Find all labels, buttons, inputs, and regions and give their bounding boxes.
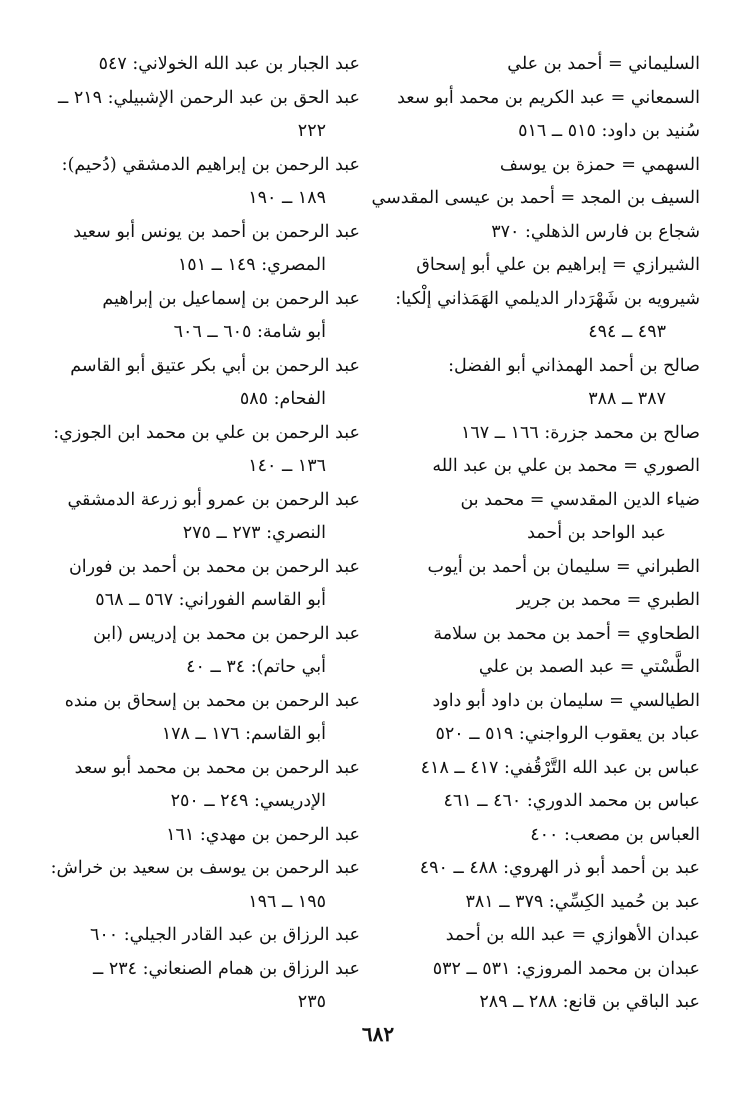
index-entry-text: عباد بن يعقوب الرواجني: ٥١٩ ــ ٥٢٠ xyxy=(435,724,700,744)
index-entry xyxy=(22,216,360,283)
index-entry-text: عبد الباقي بن قانع: ٢٨٨ ــ ٢٨٩ xyxy=(479,992,700,1012)
index-entry-text: السيف بن المجد = أحمد بن عيسى المقدسي xyxy=(371,188,700,208)
index-entry-continuation: أبي حاتم): ٣٤ ــ ٤٠ xyxy=(186,657,326,677)
index-entry xyxy=(370,551,700,585)
index-column-right xyxy=(370,48,700,1020)
index-entry xyxy=(22,919,360,953)
index-entry xyxy=(370,417,700,451)
index-entry-text: عباس بن عبد الله التَّرْقُفي: ٤١٧ ــ ٤١٨ xyxy=(420,757,700,778)
index-entry xyxy=(370,283,700,350)
index-entry-text: عبد بن حُميد الكِسِّي: ٣٧٩ ــ ٣٨١ xyxy=(465,891,700,912)
index-entry xyxy=(22,752,360,819)
index-entry xyxy=(22,685,360,752)
index-entry xyxy=(22,484,360,551)
index-entry-text: شجاع بن فارس الذهلي: ٣٧٠ xyxy=(491,221,700,242)
index-entry-text: عبد الرحمن بن عمرو أبو زرعة الدمشقي xyxy=(67,489,360,510)
index-entry xyxy=(370,752,700,786)
index-entry xyxy=(22,852,360,919)
index-entry-text: عبد الجبار بن عبد الله الخولاني: ٥٤٧ xyxy=(98,54,360,74)
index-entry-continuation: ١٣٦ ــ ١٤٠ xyxy=(248,456,326,476)
index-entry xyxy=(22,149,360,216)
index-entry xyxy=(370,149,700,183)
index-entry xyxy=(22,48,360,82)
index-entry-continuation: النصري: ٢٧٣ ــ ٢٧٥ xyxy=(182,523,326,543)
index-entry-text: عبد الرحمن بن محمد بن محمد أبو سعد xyxy=(74,757,360,778)
index-entry-continuation: ٢٣٥ xyxy=(297,992,326,1012)
index-entry xyxy=(370,48,700,82)
index-entry-text: الطيالسي = سليمان بن داود أبو داود xyxy=(432,690,700,711)
index-column-left xyxy=(22,48,360,1020)
index-entry xyxy=(370,115,700,149)
index-entry-text: صالح بن أحمد الهمذاني أبو الفضل: xyxy=(448,355,700,376)
index-entry-continuation: عبد الواحد بن أحمد xyxy=(527,523,666,543)
index-entry-text: عبد الرحمن بن يوسف بن سعيد بن خراش: xyxy=(50,858,360,878)
index-entry xyxy=(370,82,700,116)
index-entry-text: صالح بن محمد جزرة: ١٦٦ ــ ١٦٧ xyxy=(460,422,700,443)
index-entry-continuation: أبو القاسم: ١٧٦ ــ ١٧٨ xyxy=(161,724,326,744)
index-entry-continuation: ١٩٥ ــ ١٩٦ xyxy=(248,891,326,912)
index-entry-text: شيرويه بن شَهْرَدار الديلمي الهَمَذاني إلْكيا: xyxy=(395,288,700,309)
index-entry xyxy=(370,584,700,618)
index-entry xyxy=(370,651,700,685)
index-entry-text: عبد الرحمن بن مهدي: ١٦١ xyxy=(166,824,360,845)
index-entry xyxy=(370,216,700,250)
index-entry-text: عبد الرحمن بن محمد بن أحمد بن فوران xyxy=(68,556,360,577)
index-entry xyxy=(370,249,700,283)
index-entry-text: عبد الرحمن بن أحمد بن يونس أبو سعيد xyxy=(73,221,360,242)
index-entry xyxy=(370,350,700,417)
index-entry xyxy=(22,819,360,853)
index-entry xyxy=(22,953,360,1020)
index-entry-continuation: ١٨٩ ــ ١٩٠ xyxy=(248,188,326,208)
index-entry-text: الطبري = محمد بن جرير xyxy=(516,590,700,610)
index-entry xyxy=(22,551,360,618)
index-entry-text: عبدان الأهوازي = عبد الله بن أحمد xyxy=(445,925,700,945)
index-entry-text: الطَّسْتي = عبد الصمد بن علي xyxy=(478,657,700,677)
index-entry xyxy=(22,417,360,484)
index-entry xyxy=(370,182,700,216)
index-entry xyxy=(370,718,700,752)
index-entry-continuation: الإدريسي: ٢٤٩ ــ ٢٥٠ xyxy=(170,791,326,811)
index-entry xyxy=(370,685,700,719)
index-entry-text: عبد الرزاق بن عبد القادر الجيلي: ٦٠٠ xyxy=(90,925,360,945)
index-entry-continuation: المصري: ١٤٩ ــ ١٥١ xyxy=(177,255,326,275)
index-entry-text: سُنيد بن داود: ٥١٥ ــ ٥١٦ xyxy=(518,121,700,141)
index-entry-text: عبد الرزاق بن همام الصنعاني: ٢٣٤ ــ xyxy=(93,958,360,979)
index-entry-text: الطبراني = سليمان بن أحمد بن أيوب xyxy=(427,556,700,577)
index-entry-text: السمعاني = عبد الكريم بن محمد أبو سعد xyxy=(397,87,700,108)
index-entry-continuation: ٤٩٣ ــ ٤٩٤ xyxy=(588,322,666,342)
index-entry xyxy=(370,953,700,987)
index-entry xyxy=(370,819,700,853)
index-entry-continuation: أبو شامة: ٦٠٥ ــ ٦٠٦ xyxy=(173,322,326,342)
index-entry xyxy=(370,450,700,484)
index-entry-continuation: أبو القاسم الفوراني: ٥٦٧ ــ ٥٦٨ xyxy=(95,590,326,610)
index-entry xyxy=(370,618,700,652)
index-entry xyxy=(22,350,360,417)
index-entry xyxy=(370,986,700,1020)
index-entry xyxy=(370,919,700,953)
index-entry-text: عبد الرحمن بن علي بن محمد ابن الجوزي: xyxy=(53,422,360,443)
index-entry-text: عبد الرحمن بن إسماعيل بن إبراهيم xyxy=(102,288,360,309)
index-entry-text: ضياء الدين المقدسي = محمد بن xyxy=(460,489,700,510)
index-entry-text: عباس بن محمد الدوري: ٤٦٠ ــ ٤٦١ xyxy=(443,791,700,811)
page-number: ٦٨٢ xyxy=(361,1022,395,1046)
index-entry xyxy=(370,852,700,886)
index-entry-continuation: ٣٨٧ ــ ٣٨٨ xyxy=(588,389,666,409)
index-entry-text: عبد الحق بن عبد الرحمن الإشبيلي: ٢١٩ ــ xyxy=(58,87,360,108)
index-entry-text: عبد الرحمن بن محمد بن إسحاق بن منده xyxy=(64,690,360,711)
index-entry-text: السليماني = أحمد بن علي xyxy=(507,54,700,74)
index-entry-text: عبدان بن محمد المروزي: ٥٣١ ــ ٥٣٢ xyxy=(432,958,700,979)
index-entry-text: عبد الرحمن بن إبراهيم الدمشقي (دُحيم): xyxy=(61,154,360,175)
index-entry xyxy=(370,484,700,551)
index-entry xyxy=(370,886,700,920)
index-entry-text: عبد بن أحمد أبو ذر الهروي: ٤٨٨ ــ ٤٩٠ xyxy=(419,858,700,878)
index-entry-continuation: ٢٢٢ xyxy=(297,121,326,141)
index-entry-text: العباس بن مصعب: ٤٠٠ xyxy=(530,824,700,845)
index-entry xyxy=(22,618,360,685)
index-entry xyxy=(370,785,700,819)
index-entry-text: الطحاوي = أحمد بن محمد بن سلامة xyxy=(433,623,700,644)
index-entry xyxy=(22,82,360,149)
index-entry-text: عبد الرحمن بن أبي بكر عتيق أبو القاسم xyxy=(70,355,360,376)
index-entry-text: الصوري = محمد بن علي بن عبد الله xyxy=(432,456,700,476)
index-entry-text: الشيرازي = إبراهيم بن علي أبو إسحاق xyxy=(416,255,700,275)
index-entry-text: عبد الرحمن بن محمد بن إدريس (ابن xyxy=(93,623,360,644)
index-entry-text: السهمي = حمزة بن يوسف xyxy=(499,154,700,175)
index-entry xyxy=(22,283,360,350)
index-entry-continuation: الفحام: ٥٨٥ xyxy=(239,389,326,409)
